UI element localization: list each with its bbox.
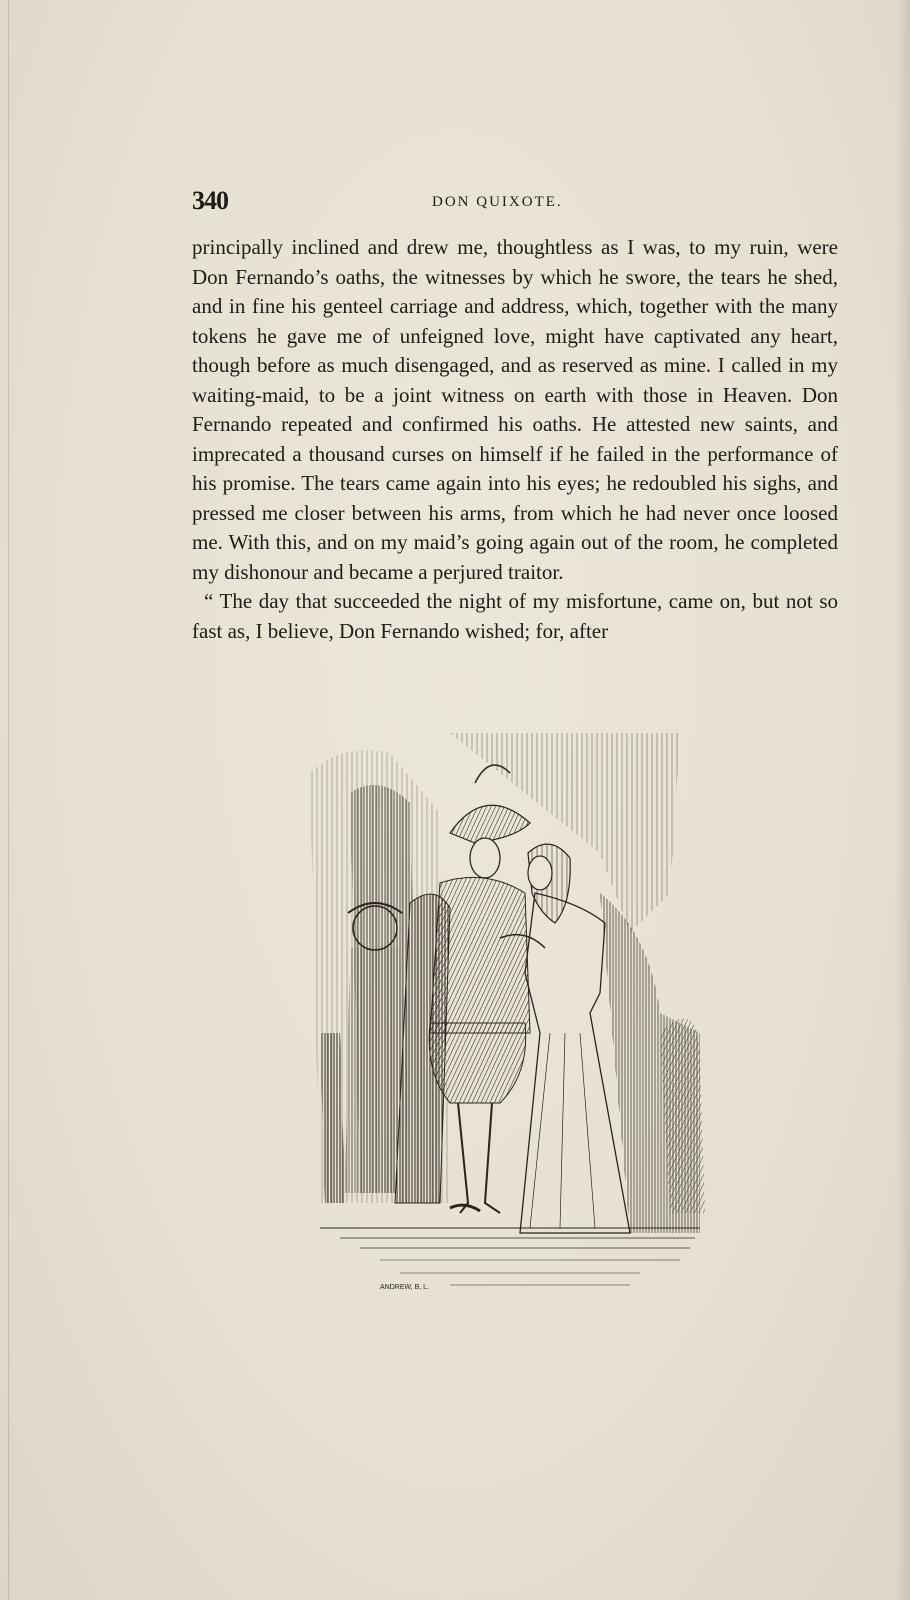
paragraph: “ The day that succeeded the night of my misfortune, came on, but not so fast as, I believe, Don Fernando wished; for, after	[192, 589, 838, 643]
page-gutter-line	[8, 0, 9, 1600]
engraver-signature: ANDREW, B, L.	[380, 1284, 430, 1291]
page-number: 340	[192, 186, 228, 215]
floor-lines	[320, 1228, 700, 1285]
page-edge-shadow	[896, 0, 910, 1600]
engraved-illustration	[300, 733, 720, 1318]
running-title: DON QUIXOTE.	[432, 194, 563, 210]
page-header	[192, 186, 842, 222]
body-text	[192, 233, 838, 646]
paragraph: principally inclined and drew me, thoughtless as I was, to my ruin, were Don Fernando’s oaths, the witnesses by which he swore, the tears he shed, and in fine his genteel carriage and address, which, together with the many tokens he gave me of unfeigned love, might have captivated any heart, though before as much disengaged, and as reserved as mine. I called in my waiting-maid, to be a joint witness on earth with those in Heaven. Don Fernando repeated and confirmed his oaths. He attested new saints, and imprecated a thousand curses on himself if he failed in the performance of his promise. The tears came again into his eyes; he redoubled his sighs, and pressed me closer between his arms, from which he had never once loosed me. With this, and on my maid’s going again out of the room, he completed my dishonour and became a perjured traitor.	[192, 235, 838, 584]
